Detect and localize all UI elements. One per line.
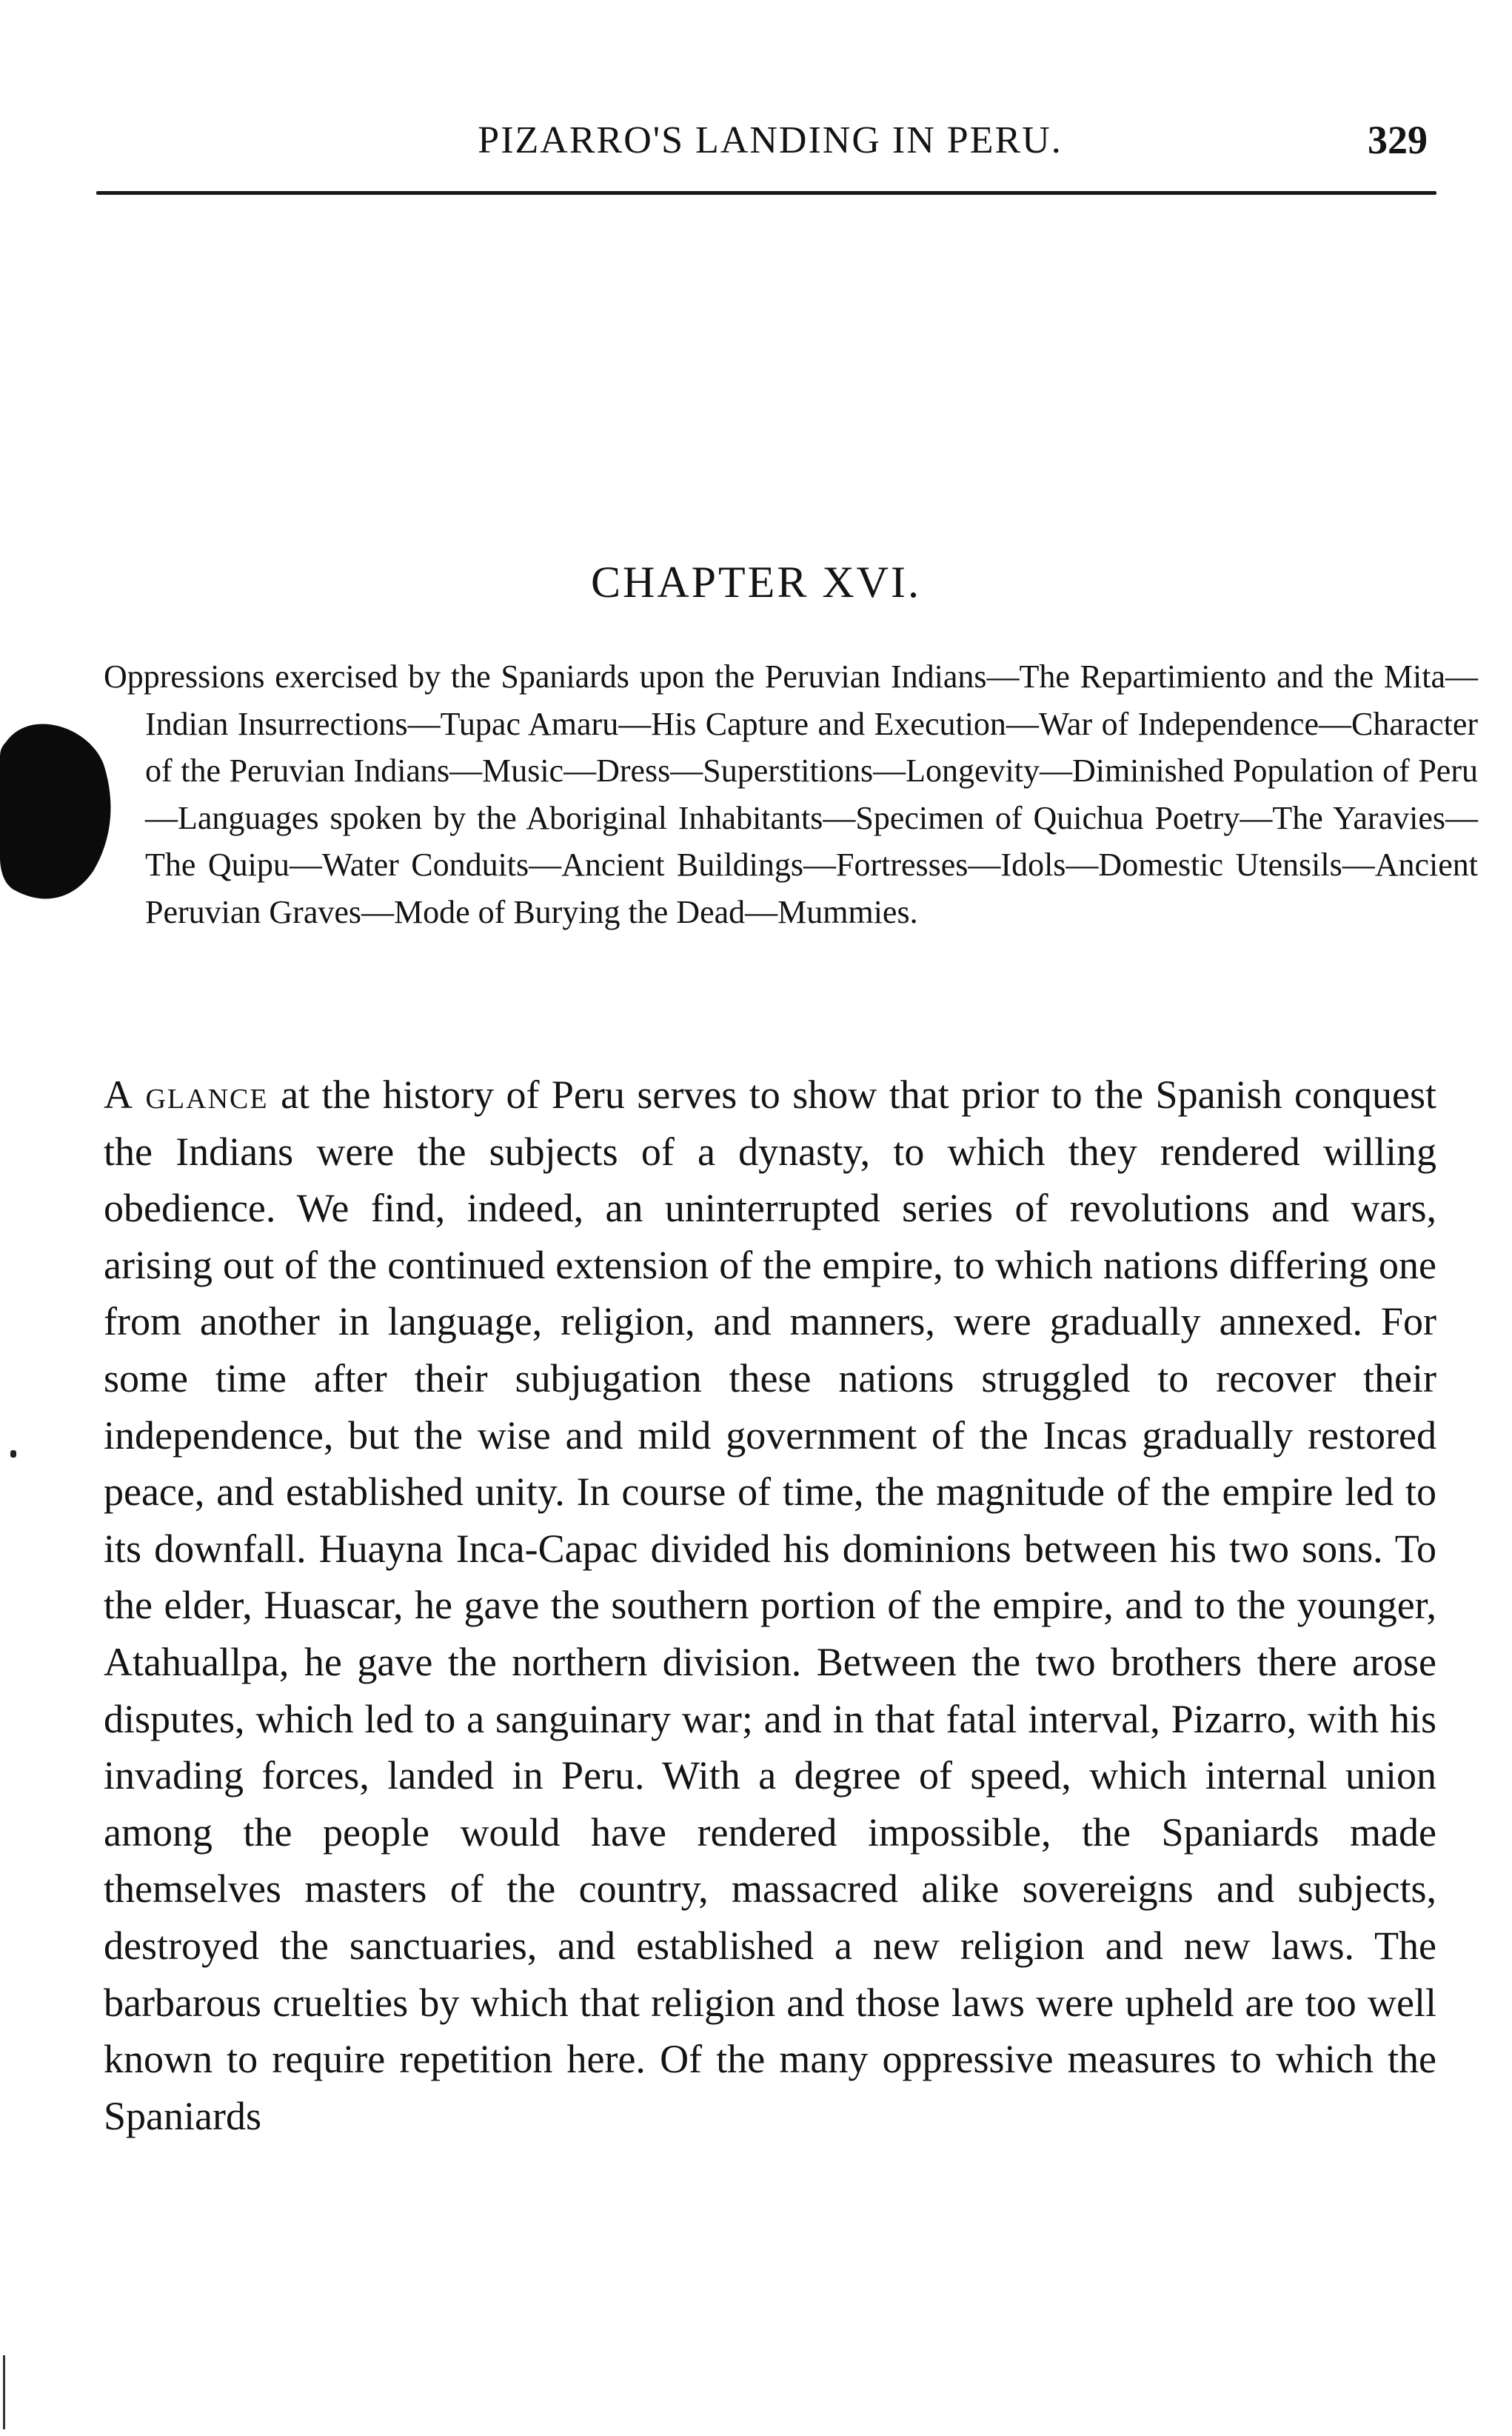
opening-words: A glance — [104, 1072, 269, 1117]
page-edge-line — [3, 2355, 5, 2429]
margin-mark — [10, 1450, 16, 1458]
paragraph-text: at the history of Peru serves to show that prior to the Spanish conquest the Indians were the subjects of a dynasty, to which they rendered willing obedience. We find, indeed, an uninterrupted series of revolutions and wars, arising out of the continued extension of the empire, to which nations differing one from another in language, religion, and manners, were gradually annexed. For some time after their subjugation these nations struggled to recover their independence, but the wise and mild government of the Incas gradually restored peace, and established unity. In course of time, the magnitude of the empire led to its downfall. Huayna Inca-Capac divided his dominions between his two sons. To the elder, Huascar, he gave the southern portion of the empire, and to the younger, Atahuallpa, he gave the northern division. Between the two brothers there arose disputes, which led to a sanguinary war; and in that fatal interval, Pizarro, with his invading forces, landed in Peru. With a degree of speed, which internal union among the people would have rendered impossible, the Spaniards made themselves masters of the country, massacred alike sovereigns and subjects, destroyed the sanctuaries, and established a new religion and new laws. The barbarous cruelties by which that religion and those laws were upheld are too well known to require repetition here. Of the many oppressive measures to which the Spaniards — [104, 1072, 1436, 2138]
running-head — [104, 119, 1436, 170]
chapter-title: CHAPTER XVI. — [590, 558, 921, 607]
body-paragraph — [104, 1067, 1436, 2144]
page-number: 329 — [1368, 118, 1428, 162]
running-title: PIZARRO'S LANDING IN PERU. — [478, 119, 1063, 161]
chapter-synopsis: Oppressions exercised by the Spaniards upon the Peruvian Indians—The Repartimiento and the Mita—Indian Insurrections—Tupac Amaru—His Capture and Execution—War of Independence—Character of the Peruvian Indians—Music—Dress—Superstitions—Longevity—Diminished Population of Peru—Languages spoken by the Aboriginal Inhabitants—Specimen of Quichua Poetry—The Yaravies—The Quipu—Water Conduits—Ancient Buildings—Fortresses—Idols—Domestic Utensils—Ancient Peruvian Graves—Mode of Burying the Dead—Mummies. — [104, 658, 1478, 930]
header-rule — [96, 191, 1436, 195]
ink-blot-icon — [0, 713, 111, 905]
